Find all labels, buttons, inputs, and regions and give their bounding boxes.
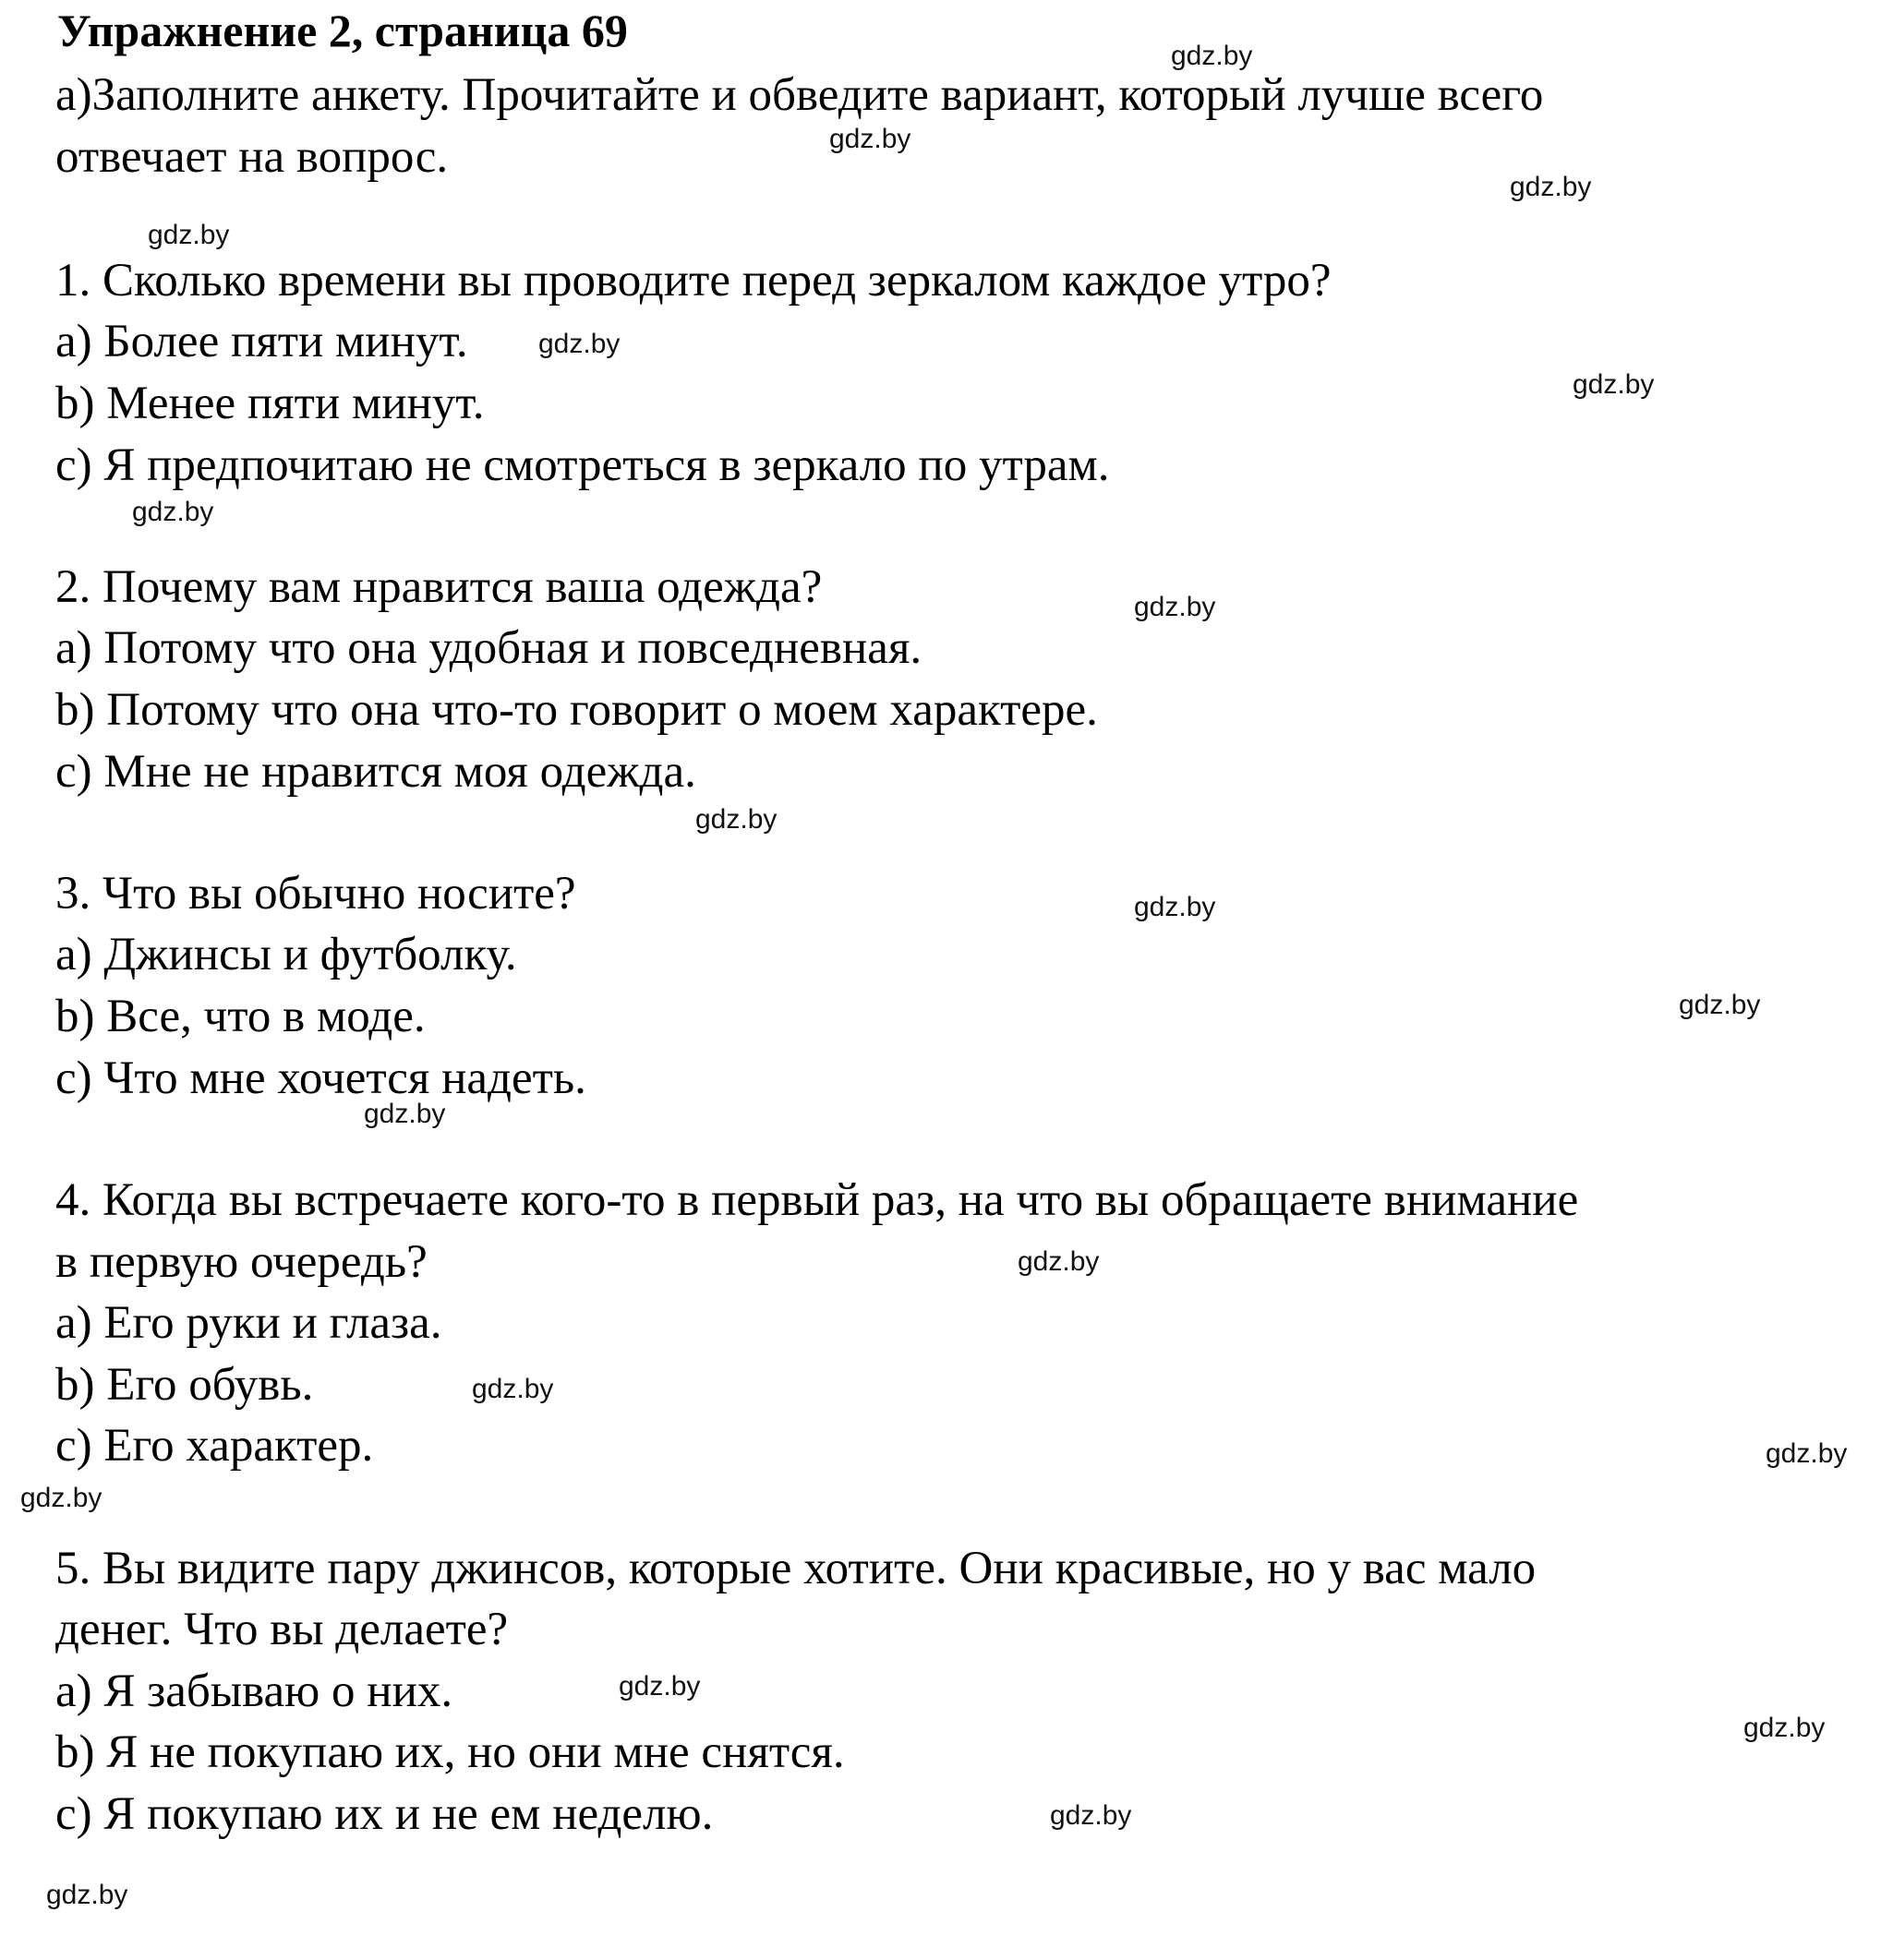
watermark: gdz.by xyxy=(46,1880,128,1910)
watermark: gdz.by xyxy=(1573,369,1655,400)
question-3-text: 3. Что вы обычно носите? xyxy=(55,868,576,920)
watermark: gdz.by xyxy=(20,1483,102,1513)
question-2-option-b: b) Потому что она что-то говорит о моем характере. xyxy=(55,684,1098,736)
watermark: gdz.by xyxy=(538,329,621,359)
watermark: gdz.by xyxy=(1766,1438,1848,1469)
question-5-option-b: b) Я не покупаю их, но они мне снятся. xyxy=(55,1726,845,1778)
question-5-option-c: с) Я покупаю их и не ем неделю. xyxy=(55,1788,714,1840)
watermark: gdz.by xyxy=(619,1671,701,1701)
question-3-option-c: с) Что мне хочется надеть. xyxy=(55,1052,586,1104)
question-5-option-a: а) Я забываю о них. xyxy=(55,1665,453,1717)
watermark: gdz.by xyxy=(695,804,778,835)
question-4-text-line-1: 4. Когда вы встречаете кого-то в первый раз, на что вы обращаете внимание xyxy=(55,1174,1579,1226)
watermark: gdz.by xyxy=(1679,990,1761,1020)
question-2-text: 2. Почему вам нравится ваша одежда? xyxy=(55,561,823,613)
question-1-option-b: b) Менее пяти минут. xyxy=(55,378,485,429)
question-4-text-line-2: в первую очередь? xyxy=(55,1236,428,1288)
question-5-text-line-1: 5. Вы видите пару джинсов, которые хотите. Они красивые, но у вас мало xyxy=(55,1543,1537,1594)
question-1-text: 1. Сколько времени вы проводите перед зеркалом каждое утро? xyxy=(55,255,1332,307)
watermark: gdz.by xyxy=(1050,1800,1132,1831)
watermark: gdz.by xyxy=(1134,592,1216,622)
watermark: gdz.by xyxy=(1510,172,1592,202)
watermark: gdz.by xyxy=(1134,892,1216,922)
watermark: gdz.by xyxy=(1018,1246,1100,1277)
intro-line-1: а)Заполните анкету. Прочитайте и обведите вариант, который лучше всего xyxy=(55,69,1544,121)
question-3-option-b: b) Все, что в моде. xyxy=(55,991,426,1042)
question-4-option-c: с) Его характер. xyxy=(55,1420,374,1472)
question-1-option-a: а) Более пяти минут. xyxy=(55,316,468,367)
exercise-title: Упражнение 2, страница 69 xyxy=(57,5,628,56)
watermark: gdz.by xyxy=(132,497,214,527)
watermark: gdz.by xyxy=(829,124,911,154)
watermark: gdz.by xyxy=(1743,1713,1826,1743)
question-2-option-a: а) Потому что она удобная и повседневная. xyxy=(55,622,922,674)
question-2-option-c: с) Мне не нравится моя одежда. xyxy=(55,746,696,798)
watermark: gdz.by xyxy=(1171,41,1253,71)
question-4-option-a: а) Его руки и глаза. xyxy=(55,1297,442,1349)
watermark: gdz.by xyxy=(148,220,230,250)
intro-line-2: отвечает на вопрос. xyxy=(55,131,449,183)
question-5-text-line-2: денег. Что вы делаете? xyxy=(55,1604,509,1655)
watermark: gdz.by xyxy=(364,1099,446,1129)
question-4-option-b: b) Его обувь. xyxy=(55,1359,314,1411)
question-3-option-a: а) Джинсы и футболку. xyxy=(55,929,517,980)
watermark: gdz.by xyxy=(472,1374,554,1404)
question-1-option-c: с) Я предпочитаю не смотреться в зеркало по утрам. xyxy=(55,439,1110,491)
